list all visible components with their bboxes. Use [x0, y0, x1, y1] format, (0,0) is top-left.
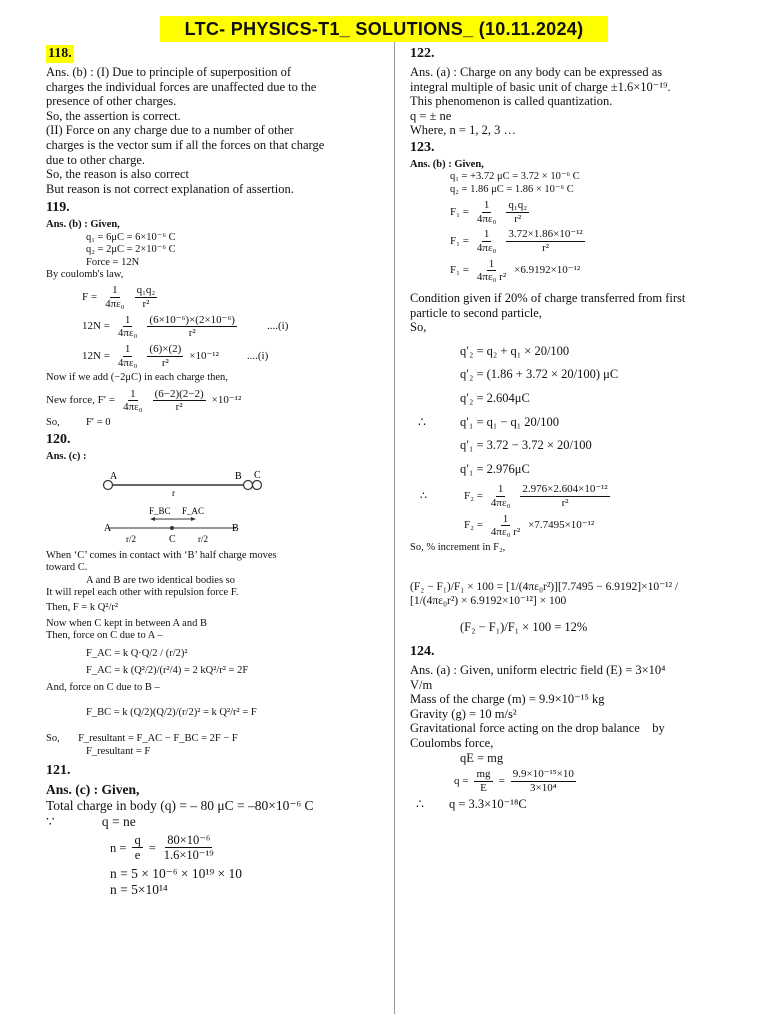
text-line: So, the reason is also correct [46, 167, 190, 182]
eq-lhs: F₁ = [450, 235, 469, 248]
numerator: q₁q₂ [508, 199, 528, 212]
denominator: e [134, 848, 141, 863]
numerator: 1 [130, 387, 136, 400]
eq-lhs: F₁ = [450, 264, 469, 277]
equation-tag: ....(i) [266, 320, 289, 333]
text-line: So, [410, 320, 427, 335]
solution-121 [46, 782, 386, 898]
text-line: presence of other charges. [46, 94, 177, 109]
text-line: Total charge in body (q) = – 80 μC = –80×10⁻⁶ C [46, 798, 314, 813]
fraction [153, 388, 206, 414]
denominator: 1.6×10⁻¹⁹ [163, 848, 214, 863]
fraction [520, 483, 609, 509]
fraction [506, 228, 584, 254]
fraction [162, 833, 216, 863]
text-line: q = ± ne [410, 108, 452, 123]
given-line: q₁ = +3.72 μC = 3.72 × 10⁻⁶ C [450, 171, 580, 183]
equation: q′₁ = 2.976μC [460, 461, 530, 476]
denominator: 4πε₀ [476, 212, 497, 225]
charge-diagram-1 [46, 468, 261, 498]
answer-label: Ans. (b) : Given, [46, 219, 120, 231]
question-number-123: 123. [410, 139, 435, 155]
eq-lhs: n = [110, 840, 127, 855]
eq-lhs: F₁ = [450, 205, 469, 218]
equation [418, 414, 730, 430]
denominator: r² [142, 298, 150, 311]
numerator: 1 [124, 342, 131, 355]
denominator: r² [188, 327, 196, 340]
equation: q′₂ = q₂ + q₁ × 20/100 [460, 343, 570, 358]
numerator: q [134, 833, 141, 847]
text-line: due to other charge. [46, 152, 146, 167]
text-line: V/m [410, 677, 433, 692]
sphere-b [244, 480, 253, 489]
fraction [489, 483, 513, 509]
numerator: 1 [497, 483, 504, 496]
numerator: (6−2)(2−2) [154, 387, 204, 400]
fraction [147, 314, 237, 340]
equation: F_AC = k Q·Q/2 / (r/2)² [86, 647, 188, 659]
numerator: 2.976×2.604×10⁻¹² [522, 483, 608, 496]
fraction [475, 258, 508, 284]
fraction [116, 343, 140, 369]
eq-tail: ×10⁻¹² [189, 349, 219, 362]
question-number-118: 118. [48, 46, 72, 61]
label-c: C [169, 533, 176, 545]
question-number-121: 121. [46, 763, 71, 778]
equation: So, F_resultant = F_AC − F_BC = 2F − F [46, 733, 238, 745]
solution-122 [410, 65, 730, 138]
eq-lhs: New force, F′ = [46, 394, 116, 407]
equation: F_BC = k (Q/2)(Q/2)/(r/2)² = k Q²/r² = F [86, 706, 257, 718]
answer-label: Ans. (c) : Given, [46, 782, 140, 797]
text-line: Ans. (a) : Charge on any body can be expressed as [410, 65, 663, 79]
denominator: r² [514, 212, 522, 225]
answer-label: Ans. (c) : [46, 451, 87, 463]
denominator: 4πε₀ [123, 401, 143, 414]
eq-lhs: F = [82, 291, 98, 304]
equation: q = $\frac{mg}{E}$ = $\frac{\text{9.9×10⁻¹⁵×10}}{\text{3×10⁴}}$ [454, 768, 574, 794]
text-line: charges is the vector sum if all the forces on that charge [46, 137, 325, 152]
column-divider [394, 42, 395, 1014]
fraction [116, 314, 140, 340]
text-line: So, the assertion is correct. [46, 108, 181, 123]
denominator: 4πε₀ [117, 327, 138, 340]
text-line: Coulombs force, [410, 735, 494, 750]
eq-lhs: F₂ = [464, 519, 483, 532]
text-line: By coulomb's law, [46, 268, 124, 280]
label-half-right: r/2 [198, 533, 208, 544]
equation: qE = mg [460, 750, 504, 765]
equation [46, 284, 386, 310]
label-c: C [254, 469, 261, 481]
question-number-120: 120. [46, 432, 71, 448]
equation: n = 5×10¹⁴ [110, 881, 168, 897]
fraction [135, 284, 158, 310]
numerator: 1 [112, 284, 118, 297]
equation [410, 199, 730, 225]
given-line: Force = 12N [86, 256, 140, 268]
denominator: 4πε₀ [476, 242, 497, 255]
fraction [121, 388, 145, 414]
numerator: 1 [483, 199, 490, 212]
equation: q′₂ = 2.604μC [460, 391, 530, 405]
text-line: It will repel each other with repulsion force F. [46, 586, 239, 598]
denominator: r² [161, 356, 169, 369]
therefore-symbol: ∴ [418, 414, 426, 429]
text-line: But reason is not correct explanation of assertion. [46, 181, 294, 196]
eq-tail: ×6.9192×10⁻¹² [514, 264, 581, 277]
text-line: Gravity (g) = 10 m/s² [410, 706, 517, 721]
text-line: And, force on C due to B – [46, 682, 160, 694]
question-number-122: 122. [410, 46, 435, 61]
given-line: q₂ = 1.86 μC = 1.86 × 10⁻⁶ C [450, 183, 574, 195]
equation: F_resultant = F [86, 745, 151, 757]
numerator: 1 [502, 512, 509, 525]
text-line: ∵ q = ne [46, 814, 136, 829]
text-line: When ‘C’ comes in contact with ‘B’ half charge moves [46, 549, 277, 561]
text-line: Gravitational force acting on the drop balance by [410, 721, 665, 736]
equation [410, 483, 730, 509]
arrowhead-fac [191, 517, 196, 521]
eq-tail: ×7.7495×10⁻¹² [528, 519, 595, 532]
equation [410, 258, 730, 284]
label-r: r [172, 487, 175, 498]
arrowhead-fbc [150, 517, 155, 521]
fraction [103, 284, 127, 310]
equation [46, 343, 386, 369]
text-line: Now if we add (−2μC) in each charge then, [46, 372, 228, 384]
text-line: Then, force on C due to A – [46, 630, 163, 642]
eq-lhs: 12N = [82, 349, 110, 362]
question-number-119: 119. [46, 200, 70, 216]
charge-diagram-2 [46, 502, 246, 546]
numerator: (6)×(2) [149, 342, 182, 355]
equation: ∴ q = 3.3×10⁻¹⁸C [416, 797, 527, 812]
denominator: 4πε₀ r² [476, 271, 507, 284]
equation: q′₁ = 3.72 − 3.72 × 20/100 [460, 438, 592, 453]
equation-text: q′₁ = q₁ − q₁ 20/100 [460, 414, 560, 429]
equation: n = $\frac{q}{e}$ = $\frac{\text{80×10⁻⁶}}{\text{1.6×10⁻¹⁹}}$ [110, 833, 214, 863]
denominator: r² [175, 401, 183, 414]
fraction [474, 768, 492, 794]
label-fac: F_AC [182, 505, 205, 516]
numerator: 3.72×1.86×10⁻¹² [508, 228, 583, 241]
equation [46, 388, 386, 414]
point-c [170, 526, 174, 530]
denominator: 4πε₀ r² [490, 526, 521, 539]
page-title: LTC- PHYSICS-T1_ SOLUTIONS_ (10.11.2024) [160, 16, 608, 42]
label-b: B [235, 470, 242, 482]
fraction [147, 343, 183, 369]
therefore-symbol: ∴ [420, 490, 427, 503]
fraction [475, 228, 499, 254]
numerator: 80×10⁻⁶ [167, 833, 211, 847]
denominator: E [480, 781, 487, 794]
fraction [511, 768, 576, 794]
label-b: B [232, 522, 239, 534]
fraction [489, 513, 522, 539]
text-line: Mass of the charge (m) = 9.9×10⁻¹⁵ kg [410, 692, 605, 707]
solution-120 [46, 451, 386, 758]
denominator: r² [561, 497, 569, 510]
solution-119 [46, 219, 386, 429]
text-line: Ans. (b) : (I) Due to principle of superposition of [46, 65, 292, 79]
text-line: So, % increment in F₂, [410, 541, 506, 553]
label-half-left: r/2 [126, 533, 136, 544]
label-a: A [104, 522, 112, 534]
equation: q′₂ = (1.86 + 3.72 × 20/100) μC [460, 367, 619, 382]
numerator: mg [476, 768, 491, 781]
equation: Then, F = k Q²/r² [46, 602, 119, 614]
numerator: 1 [124, 313, 131, 326]
numerator: 9.9×10⁻¹⁵×10 [512, 768, 574, 781]
solution-124 [410, 663, 730, 812]
text-line: Ans. (a) : Given, uniform electric field (E) = 3×10⁴ [410, 662, 666, 677]
question-number-124: 124. [410, 643, 435, 659]
given-line: q₂ = 2μC = 2×10⁻⁶ C [86, 244, 176, 256]
text-line: charges the individual forces are unaffected due to the [46, 79, 317, 94]
numerator: 1 [483, 228, 490, 241]
eq-lhs: 12N = [82, 320, 110, 333]
text-line: toward C. [46, 562, 88, 574]
numerator: q₁q₂ [136, 284, 156, 297]
text-line: So, F′ = 0 [46, 416, 111, 428]
equation-result: (F₂ − F₁)/F₁ × 100 = 12% [460, 620, 588, 635]
left-column [46, 44, 386, 898]
sphere-c [253, 480, 262, 489]
given-line: q₁ = 6μC = 6×10⁻⁶ C [86, 231, 176, 243]
denominator: 4πε₀ [490, 497, 511, 510]
right-column [410, 44, 730, 812]
label-fbc: F_BC [149, 505, 171, 516]
solution-118 [46, 65, 386, 196]
equation [46, 314, 386, 340]
text-line: Where, n = 1, 2, 3 … [410, 123, 516, 138]
equation [410, 228, 730, 254]
numerator: (6×10⁻⁶)×(2×10⁻⁶) [149, 313, 235, 326]
label-a: A [110, 470, 118, 482]
equation-tag: ....(i) [246, 349, 269, 362]
text-line: Condition given if 20% of charge transferred from first [410, 291, 686, 306]
text-line: This phenomenon is called quantization. [410, 94, 613, 109]
numerator: 1 [488, 257, 495, 270]
text-line: integral multiple of basic unit of charge ±1.6×10⁻¹⁹. [410, 79, 671, 94]
text-line: particle to second particle, [410, 305, 542, 320]
text-line: A and B are two identical bodies so [86, 574, 236, 586]
step-block [410, 344, 730, 477]
denominator: r² [542, 242, 550, 255]
fraction [506, 199, 529, 225]
solution-123 [410, 159, 730, 635]
answer-label: Ans. (b) : Given, [410, 158, 484, 170]
fraction [132, 833, 142, 863]
equation: (F₂ − F₁)/F₁ × 100 = [1/(4πε₀r²)][7.7495 − 6.9192]×10⁻¹² / [1/(4πε₀r²) × 6.9192×10⁻¹²] × 100 [410, 581, 679, 608]
fraction [475, 199, 499, 225]
text-line: Now when C kept in between A and B [46, 617, 207, 629]
eq-tail: ×10⁻¹² [211, 394, 242, 407]
eq-lhs: F₂ = [464, 490, 483, 503]
equation: F_AC = k (Q²/2)/(r²/4) = 2 kQ²/r² = 2F [86, 664, 249, 676]
equation: n = 5 × 10⁻⁶ × 10¹⁹ × 10 [110, 865, 243, 881]
denominator: 3×10⁴ [530, 781, 557, 794]
equation [410, 513, 730, 539]
text-line: (II) Force on any charge due to a number of other [46, 123, 294, 138]
denominator: 4πε₀ [117, 356, 138, 369]
denominator: 4πε₀ [105, 298, 125, 311]
eq-lhs: q = [454, 774, 469, 787]
